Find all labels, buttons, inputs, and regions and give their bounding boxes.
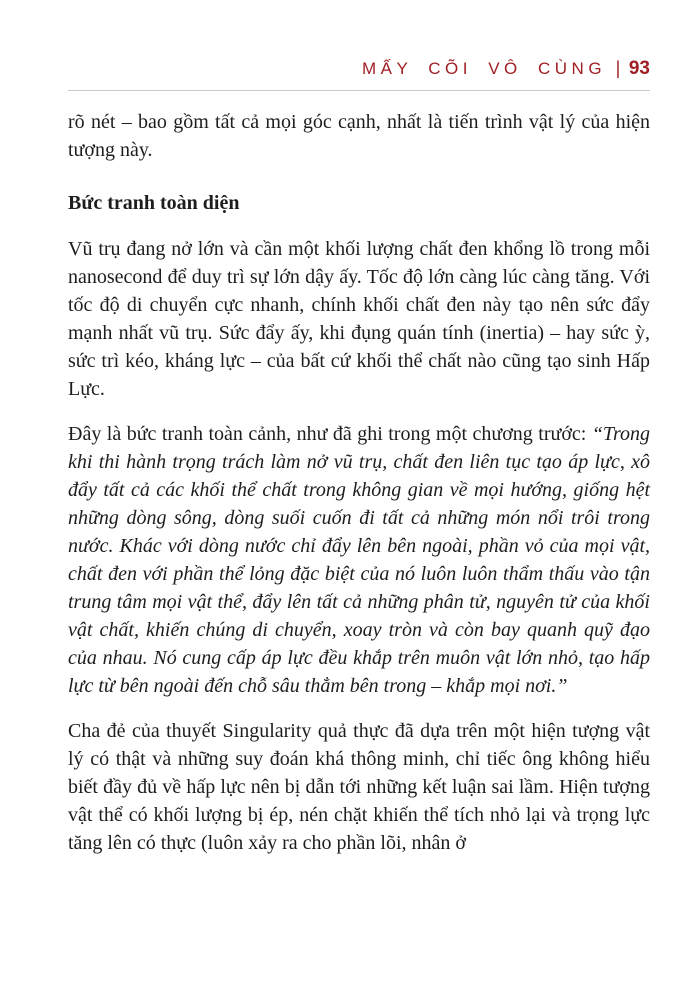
section-heading: Bức tranh toàn diện bbox=[68, 192, 240, 214]
header-separator: | bbox=[615, 58, 621, 78]
paragraph-universe-expansion: Vũ trụ đang nở lớn và cần một khối lượng chất đen khổng lồ trong mỗi nanosecond để duy trì sự lớn dậy ấy. Tốc độ lớn càng lúc càng tăng. Với tốc độ di chuyển cực nhanh, chính khối chất đen này tạo nên sức đẩy mạnh nhất vũ trụ. Sức đẩy ấy, khi đụng quán tính (inertia) – hay sức ỳ, sức trì kéo, kháng lực – của bất cứ khối thể chất nào cũng tạo sinh Hấp Lực. bbox=[68, 238, 650, 400]
page-content bbox=[68, 0, 650, 874]
paragraph-with-quote bbox=[68, 420, 650, 700]
block-quote: “Trong khi thi hành trọng trách làm nở vũ trụ, chất đen liên tục tạo áp lực, xô đẩy tất cả các khối thể chất trong không gian về mọi hướng, giống hệt những dòng sông, dòng suối cuốn đi tất cả những món nổi trôi trong nước. Khác với dòng nước chỉ đẩy lên bên ngoài, phần vỏ của mọi vật, chất đen với phần thể lỏng đặc biệt của nó luôn luôn thẩm thấu vào tận trung tâm mọi vật thể, đẩy lên tất cả những phân tử, nguyên tử của khối vật chất, khiến chúng di chuyển, xoay tròn và còn bay quanh quỹ đạo của nhau. Nó cung cấp áp lực đều khắp trên muôn vật lớn nhỏ, tạo hấp lực từ bên ngoài đến chỗ sâu thẳm bên trong – khắp mọi nơi.” bbox=[68, 423, 650, 697]
paragraph-singularity: Cha đẻ của thuyết Singularity quả thực đã dựa trên một hiện tượng vật lý có thật và những suy đoán khá thông minh, chỉ tiếc ông không hiểu biết đầy đủ về hấp lực nên bị dẫn tới những kết luận sai lầm. Hiện tượng vật thể có khối lượng bị ép, nén chặt khiến thể tích nhỏ lại và trọng lực tăng lên có thực (luôn xảy ra cho phần lõi, nhân ở bbox=[68, 720, 650, 854]
header-rule bbox=[68, 90, 650, 91]
running-head-title: MẤY CÕI VÔ CÙNG bbox=[362, 59, 607, 78]
running-header bbox=[68, 54, 650, 83]
quote-intro: Đây là bức tranh toàn cảnh, như đã ghi trong một chương trước: bbox=[68, 423, 587, 445]
page-number: 93 bbox=[628, 58, 650, 79]
paragraph-continuation: rõ nét – bao gồm tất cả mọi góc cạnh, nhất là tiến trình vật lý của hiện tượng này. bbox=[68, 111, 650, 161]
